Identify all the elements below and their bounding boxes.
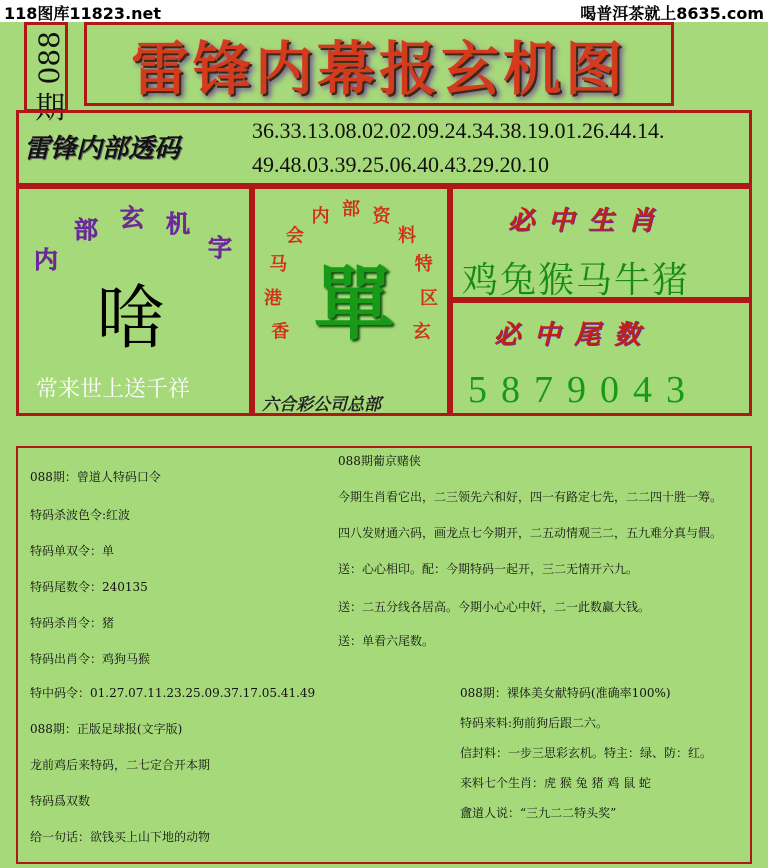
mid-line-2: 今期生肖看它出，二三领先六和好，四一有路定七先，二二四十胜一筹。 <box>338 490 723 504</box>
arc-char-2: 部 <box>74 215 98 244</box>
insider-numbers-line2: 49.48.03.39.25.06.40.43.29.20.10 <box>252 152 549 177</box>
left-line-2: 特码杀波色令:红波 <box>30 508 131 522</box>
period-qi: 期 <box>35 91 65 126</box>
ring-char-6: 部 <box>342 199 360 220</box>
mid-line-5: 送：二五分线各居高。今期小心心中奸，二一此数赢大钱。 <box>338 600 651 614</box>
left-line-5: 特码杀肖令：猪 <box>30 616 115 630</box>
ring-char-3: 马 <box>269 254 288 276</box>
ring-char-9: 特 <box>414 254 433 276</box>
ring-char-4: 会 <box>285 225 304 247</box>
mid-line-6: 送：单看六尾数。 <box>338 634 435 648</box>
arc-char-5: 字 <box>208 233 232 262</box>
right-line-1: 088期：裸体美女献特码(准确率100%) <box>460 686 671 700</box>
tail-numbers: 5879043 <box>468 369 699 411</box>
period-number: 088 <box>33 31 66 85</box>
mid-line-4: 送：心心相印。配：今期特码一起开，三二无情开六九。 <box>338 562 639 576</box>
right-line-5: 盦道人说：“三九二二特头奖” <box>460 806 617 820</box>
xuanji-poem: 常来世上送千祥 <box>36 377 191 402</box>
ring-char-8: 料 <box>398 225 417 247</box>
company-text: 六合彩公司总部 <box>262 395 381 415</box>
center-char: 單 <box>314 257 394 351</box>
left-line-4: 特码尾数令：240135 <box>30 580 148 594</box>
arc-char-3: 玄 <box>120 203 144 232</box>
right-line-3: 信封料：一步三思彩玄机。特主：绿、防：红。 <box>460 746 713 760</box>
right-line-2: 特码来料:狗前狗后跟二六。 <box>460 716 609 730</box>
site-left-text: 118图库11823.net <box>4 4 162 23</box>
xuanji-char: 啥 <box>96 277 166 359</box>
mid-line-1: 088期葡京赌侠 <box>338 454 421 468</box>
left-line-10: 特码爲双数 <box>30 794 91 808</box>
zodiac-animals: 鸡兔猴马牛猪 <box>462 260 691 301</box>
ring-char-5: 内 <box>311 205 330 227</box>
ring-char-10: 区 <box>420 288 438 309</box>
left-line-9: 龙前鸡后来特码，二七定合开本期 <box>30 758 211 772</box>
left-line-8: 088期：正版足球报(文字版) <box>30 722 183 736</box>
left-line-11: 给一句话：欲钱买上山下地的动物 <box>30 830 211 844</box>
insider-label: 雷锋内部透码 <box>24 134 181 164</box>
site-right-text: 喝普洱茶就上8635.com <box>580 4 764 23</box>
ring-char-7: 资 <box>372 205 391 227</box>
arc-char-1: 内 <box>34 245 58 274</box>
arc-char-4: 机 <box>166 209 190 238</box>
left-line-3: 特码单双令：单 <box>30 544 115 558</box>
left-line-6: 特码出肖令：鸡狗马猴 <box>30 652 151 666</box>
mid-line-3: 四八发财通六码，画龙点七今期开，二五动情观三二，五九难分真与假。 <box>338 526 723 540</box>
page-title: 雷锋内幕报玄机图 <box>84 22 674 106</box>
zodiac-title: 必中生肖 <box>508 206 669 236</box>
insider-numbers-line1: 36.33.13.08.02.02.09.24.34.38.19.01.26.44.14. <box>252 118 665 143</box>
period-box <box>24 22 68 126</box>
left-line-1: 088期：曾道人特码口令 <box>30 470 161 484</box>
ring-char-11: 玄 <box>412 321 431 343</box>
left-line-7: 特中码令：01.27.07.11.23.25.09.37.17.05.41.49 <box>30 686 316 700</box>
ring-char-2: 港 <box>264 288 282 309</box>
right-line-4: 来料七个生肖：虎 猴 兔 猪 鸡 鼠 蛇 <box>460 776 651 790</box>
ring-char-1: 香 <box>271 321 290 343</box>
tail-title: 必中尾数 <box>494 320 655 350</box>
